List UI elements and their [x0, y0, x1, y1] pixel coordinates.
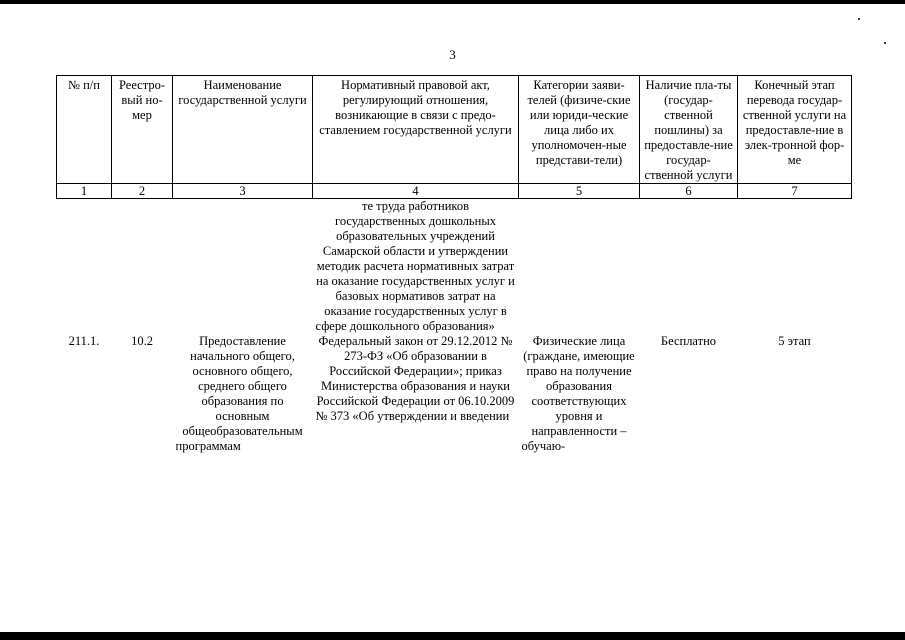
continuation-row [57, 199, 852, 335]
row-legal-act: Федеральный закон от 29.12.2012 № 273-ФЗ «Об образовании в Российской Федерации»; приказ Министерства образования и науки Российской Федерации от 06.10.2009 № 373 «Об утверждении и введении [315, 334, 515, 423]
header-legal-act: Нормативный правовой акт, регулирующий отношения, возникающие в связи с предо-ставлением государственной услуги [313, 76, 519, 184]
header-row [57, 76, 852, 184]
header-number: № п/п [57, 76, 112, 184]
row-fee: Бесплатно [660, 334, 717, 348]
scan-speck [884, 42, 886, 44]
column-number: 2 [112, 184, 173, 199]
header-service-name: Наименование государственной услуги [173, 76, 313, 184]
column-number: 3 [173, 184, 313, 199]
row-number: 211.1. [68, 334, 100, 348]
row-final-stage: 5 этап [778, 334, 811, 348]
header-registry: Реестро-вый но-мер [112, 76, 173, 184]
table-row [57, 334, 852, 454]
scan-edge-bottom [0, 632, 905, 640]
row-service-name: Предоставление начального общего, основного общего, среднего общего образования по основным общеобразовательным программам [175, 334, 303, 453]
services-table [56, 75, 852, 454]
header-final-stage: Конечный этап перевода государ-ственной услуги на предоставле-ние в элек-тронной фор-ме [738, 76, 852, 184]
scan-speck [858, 18, 860, 20]
header-applicants: Категории заяви-телей (физиче-ские или юриди-ческие лица либо их уполномочен-ные представи-тели) [519, 76, 640, 184]
scan-edge-top [0, 0, 905, 4]
page-number: 3 [449, 47, 456, 62]
column-number-row [57, 184, 852, 199]
legal-act-continuation: те труда работников государственных дошкольных образовательных учреждений Самарской области и утверждении методик расчета нормативных затрат на оказание государственных услуг и базовых нормативов затрат на оказание государственных услуг в сфере дошкольного образования» [315, 199, 515, 333]
column-number: 5 [519, 184, 640, 199]
column-number: 4 [313, 184, 519, 199]
header-fee: Наличие пла-ты (государ-ственной пошлины) за предоставле-ние государ-ственной услуги [640, 76, 738, 184]
column-number: 7 [738, 184, 852, 199]
column-number: 1 [57, 184, 112, 199]
row-applicants: Физические лица (граждане, имеющие право на получение образования соответствующих уровня и направленности – обучаю- [521, 334, 635, 453]
column-number: 6 [640, 184, 738, 199]
row-registry: 10.2 [131, 334, 153, 348]
